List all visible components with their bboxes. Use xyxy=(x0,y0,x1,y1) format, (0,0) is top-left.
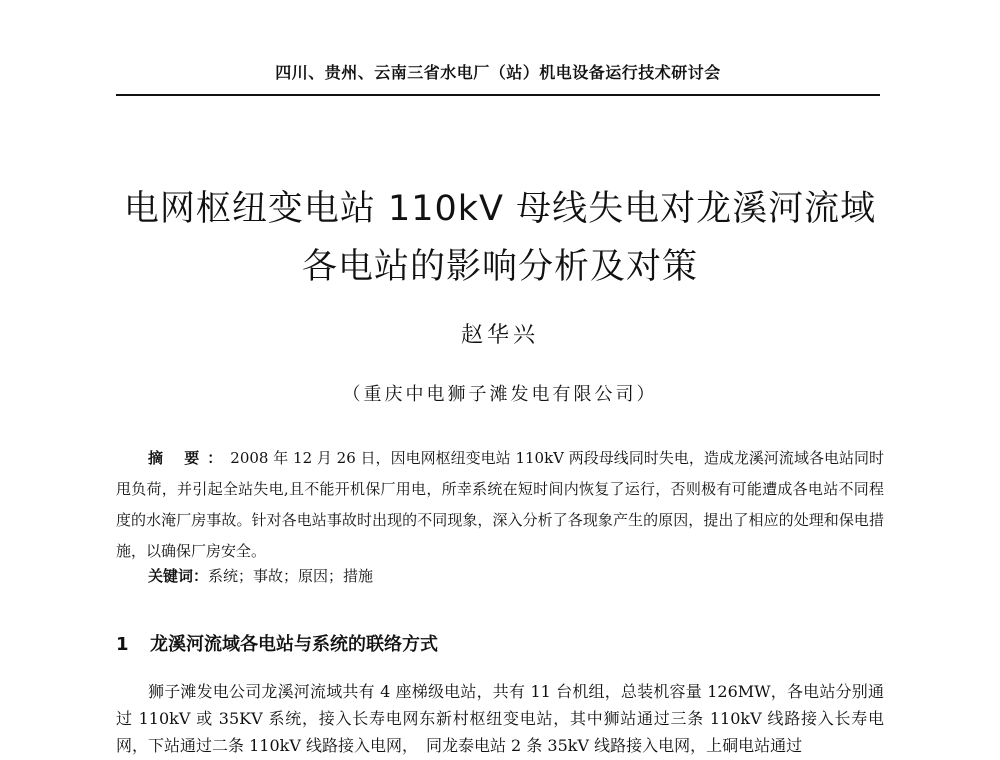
keywords xyxy=(148,565,884,587)
section-number: 1 xyxy=(116,634,129,655)
author-name: 赵华兴 xyxy=(460,323,539,348)
header-divider xyxy=(116,94,880,96)
section-heading-1 xyxy=(116,632,884,658)
abstract-text: 2008 年 12 月 26 日，因电网枢纽变电站 110kV 两段母线同时失电，造成龙溪河流域各电站同时甩负荷，并引起全站失电,且不能开机保厂用电，所幸系统在短时间内恢复了运行，否则极有可能遭成各电站不同程度的水淹厂房事故。针对各电站事故时出现的不同现象，深入分析了各现象产生的原因，提出了相应的处理和保电措施，以确保厂房安全。 xyxy=(116,449,885,560)
abstract-label: 摘 要： xyxy=(148,449,231,467)
body-paragraph: 狮子滩发电公司龙溪河流域共有 4 座梯级电站，共有 11 台机组，总装机容量 126MW，各电站分别通过 110kV 或 35KV 系统，接入长寿电网东新村枢纽变电站，其中狮站通过三条 110kV 线路接入长寿电网，下站通过二条 110kV 线路接入电网， 同龙泰电站 2 条 35kV 线路接入电网，上硐电站通过 xyxy=(116,682,884,755)
conference-header: 四川、贵州、云南三省水电厂（站）机电设备运行技术研讨会 xyxy=(275,63,721,82)
title-line-2: 各电站的影响分析及对策 xyxy=(301,247,698,287)
title-line-1: 电网枢纽变电站 110kV 母线失电对龙溪河流域 xyxy=(123,189,877,229)
section-title: 龙溪河流域各电站与系统的联络方式 xyxy=(150,634,438,655)
abstract xyxy=(116,443,884,567)
keywords-text: 系统；事故；原因；措施 xyxy=(208,567,374,585)
author-affiliation: （重庆中电狮子滩发电有限公司） xyxy=(342,384,658,405)
paper-title xyxy=(60,180,940,296)
keywords-label: 关键词： xyxy=(148,567,209,585)
